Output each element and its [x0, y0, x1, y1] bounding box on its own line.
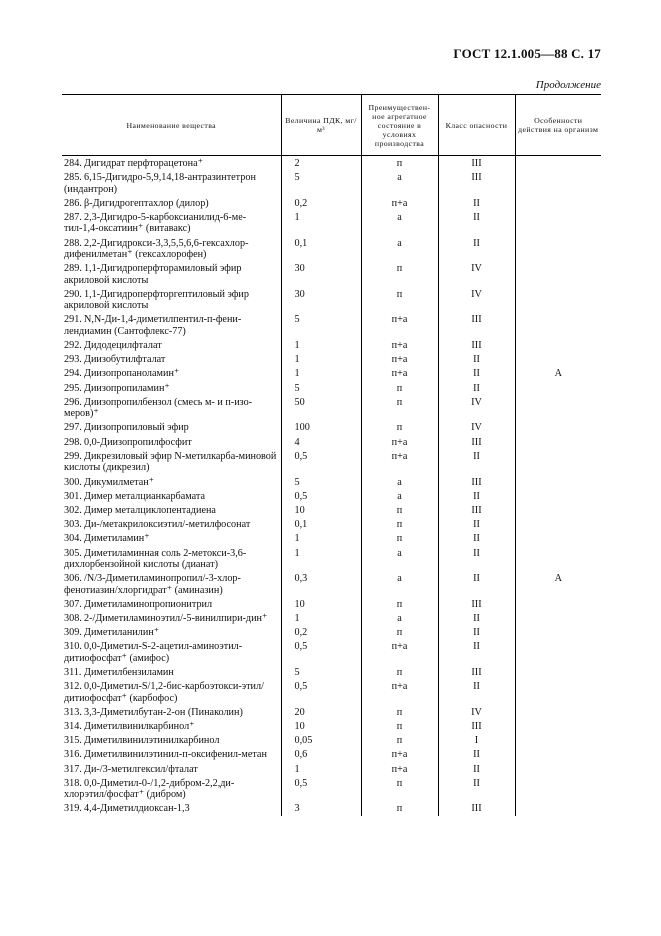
table-row — [62, 801, 601, 815]
substance-name: 2,3-Дигидро-5-карбоксианилид-6-ме-тил-1,4-оксатиин⁺ (витавакс) — [64, 212, 247, 235]
aggregate-state: п — [361, 531, 438, 545]
action-feature — [515, 435, 601, 449]
pdk-value: 2 — [281, 156, 361, 171]
action-feature — [515, 776, 601, 802]
aggregate-state: п — [361, 665, 438, 679]
aggregate-state: п+а — [361, 312, 438, 338]
substance-name-cell — [62, 611, 281, 625]
substance-name: Диметилвинилкарбинол⁺ — [84, 720, 195, 732]
substance-name: N,N-Ди-1,4-диметилпентил-п-фени-лендиамин (Сантофлекс-77) — [64, 314, 242, 337]
hazard-class: II — [438, 762, 515, 776]
table-row — [62, 236, 601, 262]
substance-name: Диизопропиловый эфир — [84, 422, 189, 434]
hazard-class: II — [438, 747, 515, 761]
row-number: 315. — [64, 735, 82, 747]
substance-name-cell — [62, 639, 281, 665]
table-header — [62, 95, 601, 156]
hazard-class: IV — [438, 705, 515, 719]
aggregate-state: п — [361, 420, 438, 434]
substance-name-cell — [62, 287, 281, 313]
substance-name: 0,0-Диметил-S/1,2-бис-карбоэтокси-этил/дитиофосфат⁺ (карбофос) — [64, 681, 264, 704]
substance-name: Дигидрат перфторацетона⁺ — [84, 158, 203, 169]
row-number: 313. — [64, 706, 82, 718]
pdk-value: 10 — [281, 597, 361, 611]
table-row — [62, 733, 601, 747]
hazard-class: III — [438, 597, 515, 611]
hazard-class: II — [438, 381, 515, 395]
pdk-value: 0,5 — [281, 639, 361, 665]
pdk-value: 0,5 — [281, 489, 361, 503]
substance-name-cell — [62, 801, 281, 815]
row-number: 298. — [64, 436, 82, 448]
substance-name: Ди-/3-метилгексил/фталат — [84, 763, 198, 775]
table-row — [62, 312, 601, 338]
aggregate-state: п+а — [361, 747, 438, 761]
table-row — [62, 625, 601, 639]
hazard-class: I — [438, 733, 515, 747]
pdk-value: 0,5 — [281, 679, 361, 705]
pdk-value: 30 — [281, 287, 361, 313]
action-feature — [515, 705, 601, 719]
table-row — [62, 435, 601, 449]
table-row — [62, 261, 601, 287]
table-row — [62, 210, 601, 236]
substance-name: 0,0-Диизопропилфосфит — [84, 436, 192, 448]
action-feature — [515, 597, 601, 611]
action-feature — [515, 639, 601, 665]
pdk-value: 1 — [281, 366, 361, 380]
table-row — [62, 366, 601, 380]
substance-name: Диметиламинопропионитрил — [84, 598, 213, 610]
substance-name: Дикрезиловый эфир N-метилкарба-миновой кислоты (дикрезил) — [64, 450, 277, 474]
table-row — [62, 719, 601, 733]
action-feature — [515, 196, 601, 210]
substance-name: 6,15-Дигидро-5,9,14,18-антразинтетрон (индантрон) — [64, 172, 256, 195]
substance-name: /N/3-Диметиламинопропил/-3-хлор-фенотиазин/хлоргидрат⁺ (аминазин) — [64, 573, 241, 596]
pdk-value: 1 — [281, 352, 361, 366]
table-row — [62, 611, 601, 625]
aggregate-state: п — [361, 517, 438, 531]
action-feature — [515, 170, 601, 196]
action-feature — [515, 381, 601, 395]
table-row — [62, 679, 601, 705]
substance-name-cell — [62, 625, 281, 639]
pdk-value: 10 — [281, 503, 361, 517]
aggregate-state: а — [361, 236, 438, 262]
hazard-class: II — [438, 366, 515, 380]
row-number: 292. — [64, 340, 82, 352]
row-number: 288. — [64, 237, 82, 249]
table-row — [62, 338, 601, 352]
pdk-value: 50 — [281, 395, 361, 421]
column-header-pdk: Величина ПДК, мг/м³ — [281, 95, 361, 156]
row-number: 311. — [64, 666, 82, 678]
substance-name: Димер металциклопентадиена — [84, 504, 216, 516]
row-number: 316. — [64, 749, 82, 761]
pdk-value: 1 — [281, 546, 361, 572]
pdk-value: 5 — [281, 665, 361, 679]
row-number: 291. — [64, 314, 82, 326]
action-feature — [515, 156, 601, 171]
action-feature — [515, 449, 601, 475]
action-feature — [515, 733, 601, 747]
table-row — [62, 531, 601, 545]
action-feature — [515, 338, 601, 352]
action-feature — [515, 517, 601, 531]
aggregate-state: а — [361, 611, 438, 625]
substance-name-cell — [62, 395, 281, 421]
aggregate-state: п+а — [361, 352, 438, 366]
row-number: 319. — [64, 803, 82, 815]
substance-name: 2-/Диметиламиноэтил/-5-винилпири-дин⁺ — [84, 612, 268, 624]
action-feature — [515, 352, 601, 366]
row-number: 297. — [64, 422, 82, 434]
row-number: 284. — [64, 158, 82, 169]
hazard-class: III — [438, 312, 515, 338]
substance-name-cell — [62, 546, 281, 572]
pdk-value: 0,05 — [281, 733, 361, 747]
hazard-class: IV — [438, 287, 515, 313]
substance-name: Ди-/метакрилоксиэтил/-метилфосонат — [84, 519, 251, 531]
table-row — [62, 489, 601, 503]
row-number: 307. — [64, 598, 82, 610]
hazard-class: II — [438, 352, 515, 366]
substance-name-cell — [62, 196, 281, 210]
substance-name-cell — [62, 210, 281, 236]
aggregate-state: п — [361, 776, 438, 802]
aggregate-state: п+а — [361, 639, 438, 665]
table-row — [62, 597, 601, 611]
substance-name: 0,0-Диметил-0-/1,2-дибром-2,2,ди-хлорэтил/фосфат⁺ (дибром) — [64, 777, 235, 801]
aggregate-state: а — [361, 571, 438, 597]
column-header-state: Преимуществен-ное агрегатное состояние в условиях производства — [361, 95, 438, 156]
action-feature — [515, 719, 601, 733]
substance-name-cell — [62, 747, 281, 761]
table-row — [62, 170, 601, 196]
table-row — [62, 420, 601, 434]
substance-name: 2,2-Дигидрокси-3,3,5,5,6,6-гексахлор-дифенилметан⁺ (гексахлорофен) — [64, 237, 249, 261]
aggregate-state: п — [361, 261, 438, 287]
column-header-class: Класс опасности — [438, 95, 515, 156]
substance-name: β-Дигидрогептахлор (дилор) — [84, 197, 209, 209]
aggregate-state: п+а — [361, 196, 438, 210]
aggregate-state: п+а — [361, 338, 438, 352]
action-feature — [515, 762, 601, 776]
table-row — [62, 762, 601, 776]
pdk-value: 0,5 — [281, 776, 361, 802]
pdk-value: 100 — [281, 420, 361, 434]
action-feature: А — [515, 571, 601, 597]
substance-name-cell — [62, 381, 281, 395]
hazard-class: III — [438, 170, 515, 196]
action-feature — [515, 679, 601, 705]
substance-name-cell — [62, 261, 281, 287]
table-row — [62, 665, 601, 679]
pdk-value: 0,1 — [281, 517, 361, 531]
hazard-class: III — [438, 435, 515, 449]
hazard-class: II — [438, 449, 515, 475]
hazard-class: II — [438, 571, 515, 597]
aggregate-state: п — [361, 287, 438, 313]
table-body — [62, 156, 601, 816]
column-header-name: Наименование вещества — [62, 95, 281, 156]
substance-name: Диизобутилфталат — [84, 354, 166, 366]
hazard-class: II — [438, 210, 515, 236]
hazard-class: II — [438, 625, 515, 639]
action-feature — [515, 546, 601, 572]
pdk-value: 0,2 — [281, 625, 361, 639]
substance-name: Диметилбензиламин — [84, 666, 174, 678]
row-number: 309. — [64, 627, 82, 639]
substance-name-cell — [62, 679, 281, 705]
row-number: 304. — [64, 533, 82, 545]
hazard-class: II — [438, 196, 515, 210]
table-row — [62, 196, 601, 210]
hazard-class: II — [438, 776, 515, 802]
hazard-class: II — [438, 236, 515, 262]
row-number: 310. — [64, 641, 82, 653]
row-number: 289. — [64, 263, 82, 275]
row-number: 303. — [64, 519, 82, 531]
action-feature — [515, 665, 601, 679]
substance-name-cell — [62, 531, 281, 545]
substance-name-cell — [62, 705, 281, 719]
substance-name-cell — [62, 776, 281, 802]
hazard-class: IV — [438, 261, 515, 287]
pdk-value: 0,6 — [281, 747, 361, 761]
hazard-class: III — [438, 156, 515, 171]
pdk-value: 1 — [281, 338, 361, 352]
table-row — [62, 475, 601, 489]
row-number: 306. — [64, 573, 82, 585]
substance-name-cell — [62, 503, 281, 517]
table-row — [62, 571, 601, 597]
aggregate-state: п — [361, 733, 438, 747]
table-row — [62, 156, 601, 171]
action-feature — [515, 420, 601, 434]
substance-name-cell — [62, 517, 281, 531]
substance-name: Диметиламин⁺ — [84, 533, 150, 545]
pdk-value: 1 — [281, 210, 361, 236]
substance-name-cell — [62, 597, 281, 611]
hazard-class: III — [438, 801, 515, 815]
hazard-class: II — [438, 611, 515, 625]
aggregate-state: п — [361, 597, 438, 611]
substance-name: 3,3-Диметилбутан-2-он (Пинаколин) — [84, 706, 243, 718]
action-feature — [515, 261, 601, 287]
table-row — [62, 517, 601, 531]
substance-name-cell — [62, 571, 281, 597]
row-number: 301. — [64, 490, 82, 502]
hazard-class: II — [438, 639, 515, 665]
aggregate-state: а — [361, 210, 438, 236]
hazard-class: III — [438, 503, 515, 517]
substance-name-cell — [62, 338, 281, 352]
substance-name-cell — [62, 170, 281, 196]
hazard-class: III — [438, 665, 515, 679]
action-feature — [515, 475, 601, 489]
substance-name: Диметиламинная соль 2-метокси-3,6-дихлорбензойной кислоты (дианат) — [64, 547, 247, 570]
aggregate-state: п — [361, 719, 438, 733]
substances-table — [62, 94, 601, 816]
hazard-class: IV — [438, 395, 515, 421]
aggregate-state: а — [361, 475, 438, 489]
substance-name: 1,1-Дигидроперфторгептиловый эфир акриловой кислоты — [64, 288, 249, 312]
aggregate-state: п+а — [361, 762, 438, 776]
substance-name-cell — [62, 312, 281, 338]
substance-name: Диметилвинилэтинил-п-оксифенил-метан — [84, 749, 267, 761]
substance-name-cell — [62, 236, 281, 262]
pdk-value: 20 — [281, 705, 361, 719]
hazard-class: II — [438, 517, 515, 531]
substance-name-cell — [62, 665, 281, 679]
row-number: 318. — [64, 777, 82, 789]
pdk-value: 5 — [281, 170, 361, 196]
aggregate-state: п — [361, 625, 438, 639]
action-feature — [515, 503, 601, 517]
action-feature — [515, 236, 601, 262]
substance-name-cell — [62, 475, 281, 489]
action-feature — [515, 801, 601, 815]
aggregate-state: п — [361, 156, 438, 171]
pdk-value: 1 — [281, 762, 361, 776]
aggregate-state: а — [361, 489, 438, 503]
pdk-value: 1 — [281, 531, 361, 545]
row-number: 295. — [64, 382, 82, 394]
table-row — [62, 503, 601, 517]
aggregate-state: п — [361, 503, 438, 517]
substance-name-cell — [62, 156, 281, 171]
row-number: 314. — [64, 720, 82, 732]
substance-name: Диметилвинилэтинилкарбинол — [84, 735, 220, 747]
substance-name: Диизопропилбензол (смесь м- и п-изо-меров)⁺ — [64, 396, 253, 420]
substance-name: Димер металцианкарбамата — [84, 490, 205, 502]
table-row — [62, 287, 601, 313]
row-number: 312. — [64, 681, 82, 693]
aggregate-state: п — [361, 705, 438, 719]
substance-name-cell — [62, 719, 281, 733]
row-number: 294. — [64, 368, 82, 380]
pdk-value: 4 — [281, 435, 361, 449]
document-reference: ГОСТ 12.1.005—88 С. 17 — [453, 46, 601, 61]
row-number: 285. — [64, 172, 82, 184]
table-row — [62, 546, 601, 572]
aggregate-state: а — [361, 546, 438, 572]
row-number: 286. — [64, 197, 82, 209]
substance-name: Диметиланилин⁺ — [84, 627, 160, 639]
table-row — [62, 776, 601, 802]
substance-name: Диизопропаноламин⁺ — [84, 368, 180, 380]
substance-name-cell — [62, 352, 281, 366]
row-number: 293. — [64, 354, 82, 366]
hazard-class: II — [438, 531, 515, 545]
action-feature — [515, 611, 601, 625]
aggregate-state: п+а — [361, 679, 438, 705]
pdk-value: 5 — [281, 312, 361, 338]
hazard-class: II — [438, 489, 515, 503]
substance-name: 4,4-Диметилдиоксан-1,3 — [84, 803, 190, 815]
table-row — [62, 395, 601, 421]
aggregate-state: а — [361, 170, 438, 196]
substance-name-cell — [62, 489, 281, 503]
aggregate-state: п+а — [361, 435, 438, 449]
aggregate-state: п — [361, 395, 438, 421]
action-feature — [515, 489, 601, 503]
row-number: 287. — [64, 212, 82, 224]
row-number: 308. — [64, 612, 82, 624]
row-number: 299. — [64, 450, 82, 462]
row-number: 290. — [64, 288, 82, 300]
table-row — [62, 352, 601, 366]
aggregate-state: п — [361, 381, 438, 395]
pdk-value: 5 — [281, 381, 361, 395]
hazard-class: II — [438, 679, 515, 705]
table-row — [62, 381, 601, 395]
substance-name: Дидодецилфталат — [84, 340, 162, 352]
aggregate-state: п — [361, 801, 438, 815]
substance-name-cell — [62, 435, 281, 449]
pdk-value: 5 — [281, 475, 361, 489]
hazard-class: III — [438, 338, 515, 352]
hazard-class: IV — [438, 420, 515, 434]
action-feature — [515, 747, 601, 761]
pdk-value: 0,1 — [281, 236, 361, 262]
hazard-class: III — [438, 719, 515, 733]
hazard-class: III — [438, 475, 515, 489]
pdk-value: 1 — [281, 611, 361, 625]
substance-name: 1,1-Дигидроперфторамиловый эфир акриловой кислоты — [64, 263, 242, 286]
pdk-value: 30 — [281, 261, 361, 287]
pdk-value: 10 — [281, 719, 361, 733]
substance-name-cell — [62, 449, 281, 475]
action-feature: А — [515, 366, 601, 380]
pdk-value: 3 — [281, 801, 361, 815]
substance-name-cell — [62, 762, 281, 776]
substance-name-cell — [62, 733, 281, 747]
substance-name-cell — [62, 366, 281, 380]
pdk-value: 0,5 — [281, 449, 361, 475]
hazard-class: II — [438, 546, 515, 572]
row-number: 305. — [64, 547, 82, 559]
continuation-label: Продолжение — [535, 79, 601, 91]
substance-name: Диизопропиламин⁺ — [84, 382, 170, 394]
substance-name: 0,0-Диметил-S-2-ацетил-аминоэтил-дитиофосфат⁺ (амифос) — [64, 641, 243, 664]
table-row — [62, 639, 601, 665]
substance-name-cell — [62, 420, 281, 434]
action-feature — [515, 395, 601, 421]
table-row — [62, 449, 601, 475]
pdk-value: 0,2 — [281, 196, 361, 210]
row-number: 300. — [64, 476, 82, 488]
pdk-value: 0,3 — [281, 571, 361, 597]
action-feature — [515, 312, 601, 338]
action-feature — [515, 625, 601, 639]
aggregate-state: п+а — [361, 449, 438, 475]
substance-name: Дикумилметан⁺ — [84, 476, 155, 488]
row-number: 302. — [64, 504, 82, 516]
table-row — [62, 747, 601, 761]
row-number: 296. — [64, 396, 82, 408]
column-header-feature: Особенности действия на организм — [515, 95, 601, 156]
row-number: 317. — [64, 763, 82, 775]
aggregate-state: п+а — [361, 366, 438, 380]
action-feature — [515, 210, 601, 236]
table-row — [62, 705, 601, 719]
action-feature — [515, 287, 601, 313]
action-feature — [515, 531, 601, 545]
